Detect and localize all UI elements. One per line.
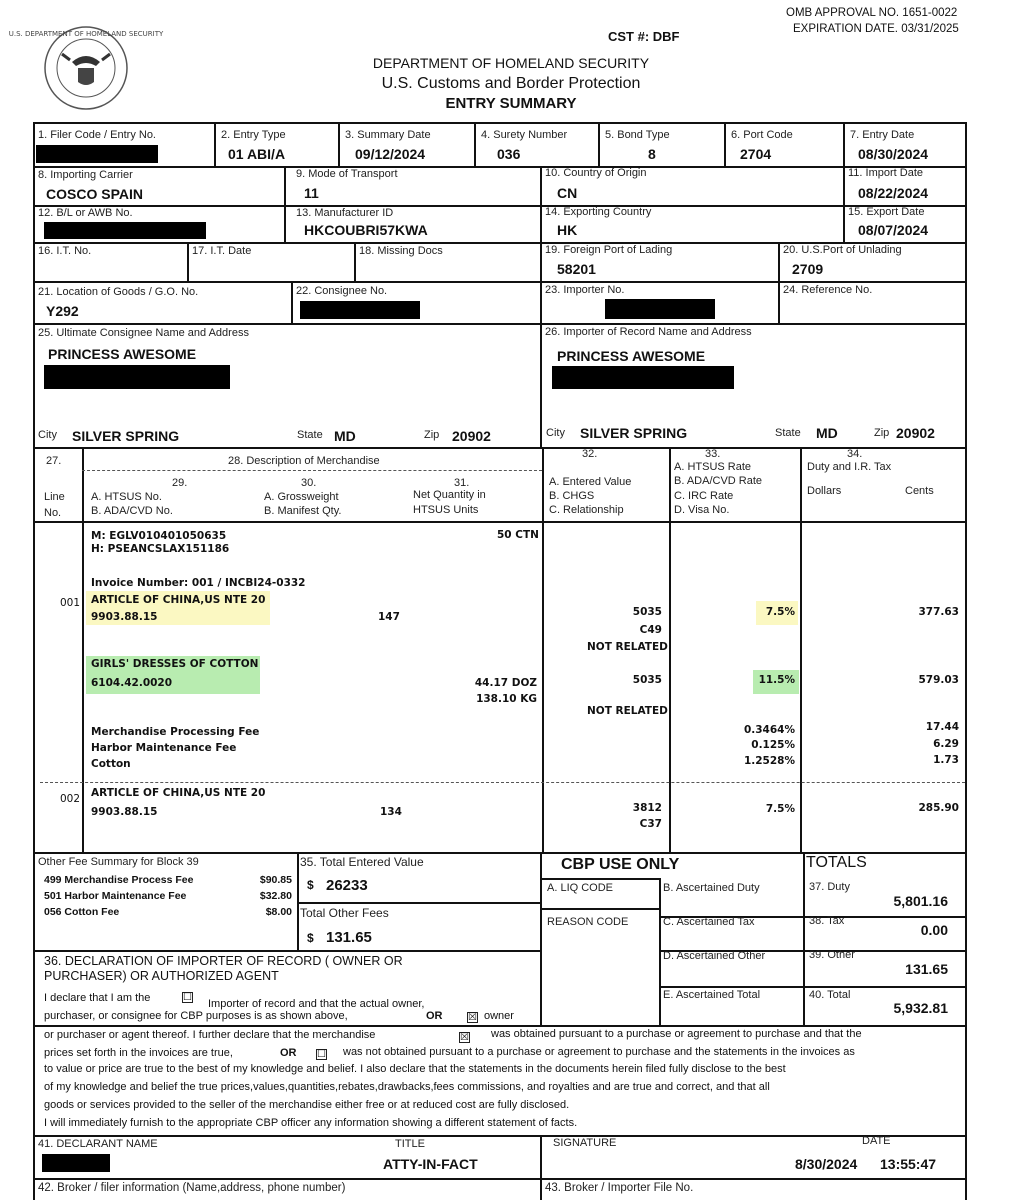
line-002-number: 002: [60, 793, 81, 805]
grand-total-label: 40. Total: [809, 989, 851, 1001]
carton-count: 50 CTN: [497, 529, 539, 541]
foreign-port-label: 19. Foreign Port of Lading: [545, 244, 673, 256]
col-29: 29.: [172, 477, 188, 489]
foreign-port-value: 58201: [557, 261, 596, 277]
declaration-line-6: of my knowledge and belief the true prices,values,quantities,rebates,drawbacks,fees commissions, and royalties and are true and correct, and that all: [44, 1081, 770, 1093]
port-code-value: 2704: [740, 146, 772, 162]
declaration-title-2: PURCHASER) OR AUTHORIZED AGENT: [44, 969, 279, 983]
fee-mpf-label: Merchandise Processing Fee: [91, 726, 260, 738]
fee-501-label: 501 Harbor Maintenance Fee: [44, 890, 187, 902]
importer-of-record-checkbox[interactable]: ☐: [183, 992, 192, 1003]
it-date-label: 17. I.T. Date: [192, 245, 252, 257]
consignee-state: MD: [334, 428, 356, 444]
importer-city-label: City: [546, 427, 565, 439]
grand-total: 5,932.81: [893, 1000, 948, 1016]
declaration-owner: owner: [484, 1010, 514, 1022]
reason-code-label: REASON CODE: [547, 916, 629, 928]
consignee-state-label: State: [297, 429, 323, 441]
col-33d: D. Visa No.: [674, 504, 730, 516]
fee-hmf-amount: 6.29: [933, 738, 959, 750]
fee-499-label: 499 Merchandise Process Fee: [44, 874, 194, 886]
surety-number-value: 036: [497, 146, 521, 162]
entry-type-label: 2. Entry Type: [221, 129, 286, 141]
redacted-consignee-address: [44, 365, 230, 389]
importer-state-label: State: [775, 427, 801, 439]
entry-date-value: 08/30/2024: [858, 146, 929, 162]
redacted-consignee-number: [300, 301, 420, 319]
importer-record-name: PRINCESS AWESOME: [557, 348, 706, 364]
import-date-value: 08/22/2024: [858, 185, 929, 201]
col-29a: A. HTSUS No.: [91, 491, 162, 503]
line-001-qty-doz: 44.17 DOZ: [474, 677, 537, 689]
redacted-entry-number: [36, 145, 158, 163]
col-32b: B. CHGS: [549, 490, 595, 502]
duty-total: 5,801.16: [893, 893, 948, 909]
declaration-line-1a: I declare that I am the: [44, 992, 151, 1004]
entry-type-value: 01 ABI/A: [228, 146, 286, 162]
col-32: 32.: [582, 448, 598, 460]
tax-label: 38. Tax: [809, 915, 845, 927]
col-line-no: No.: [44, 507, 62, 519]
consignee-no-label: 22. Consignee No.: [296, 285, 388, 297]
line-002-chgs: C37: [639, 818, 662, 830]
invoice-number: Invoice Number: 001 / INCBI24-0332: [91, 577, 306, 589]
owner-checkbox[interactable]: ☒: [468, 1012, 477, 1023]
cbp-use-only: CBP USE ONLY: [561, 856, 680, 873]
declarant-title: ATTY-IN-FACT: [383, 1156, 478, 1172]
fee-mpf-rate: 0.3464%: [743, 724, 795, 736]
col-34-title: Duty and I.R. Tax: [807, 461, 892, 473]
col-32c: C. Relationship: [549, 504, 624, 516]
declaration-line-4b: was not obtained pursuant to a purchase or agreement to purchase and the statements in the invoices as: [343, 1046, 855, 1058]
cst-number: CST #: DBF: [608, 29, 680, 44]
tax-total: 0.00: [920, 922, 948, 938]
consignee-city-label: City: [38, 429, 57, 441]
line-002-duty: 285.90: [918, 802, 959, 814]
line-002-desc: ARTICLE OF CHINA,US NTE 20: [91, 787, 266, 799]
importer-record-label: 26. Importer of Record Name and Address: [545, 326, 752, 338]
bond-type-value: 8: [648, 146, 656, 162]
declaration-or-1: OR: [426, 1010, 443, 1022]
declaration-line-4a: prices set forth in the invoices are true,: [44, 1047, 233, 1059]
col-33: 33.: [705, 448, 721, 460]
declaration-line-5: to value or price are true to the best of my knowledge and belief. I also declare that the statements in the documents herein filed fully disclose to the best: [44, 1063, 786, 1075]
declaration-time: 13:55:47: [880, 1156, 937, 1172]
line-001-duty-1: 377.63: [918, 606, 959, 618]
col-cents: Cents: [905, 485, 934, 497]
other-total: 131.65: [905, 961, 948, 977]
declaration-line-2a: purchaser, or consignee for CBP purposes is as shown above,: [44, 1010, 348, 1022]
not-purchase-checkbox[interactable]: ☐: [317, 1049, 326, 1060]
importer-zip: 20902: [896, 425, 935, 441]
declaration-line-3a: or purchaser or agent thereof. I further declare that the merchandise: [44, 1029, 376, 1041]
redacted-declarant-name: [42, 1154, 110, 1172]
fee-499-amount: $90.85: [259, 874, 292, 886]
line-001-hts-1: 9903.88.15: [91, 611, 158, 623]
import-date-label: 11. Import Date: [848, 167, 923, 179]
duty-label: 37. Duty: [809, 881, 850, 893]
us-port-label: 20. U.S.Port of Unlading: [783, 244, 902, 256]
consignee-city: SILVER SPRING: [72, 428, 180, 444]
line-001-number: 001: [60, 597, 81, 609]
col-33b: B. ADA/CVD Rate: [674, 475, 763, 487]
line-001-value-1: 5035: [632, 606, 662, 618]
col-29b: B. ADA/CVD No.: [91, 505, 173, 517]
house-bill: H: PSEANCSLAX151186: [91, 543, 230, 555]
col-31b: HTSUS Units: [413, 504, 479, 516]
broker-info-label: 42. Broker / filer information (Name,address, phone number): [38, 1182, 346, 1194]
col-32a: A. Entered Value: [549, 476, 632, 488]
importing-carrier-value: COSCO SPAIN: [46, 186, 143, 202]
location-goods-label: 21. Location of Goods / G.O. No.: [38, 286, 199, 298]
col-dollars: Dollars: [807, 485, 842, 497]
total-entered-label: 35. Total Entered Value: [300, 855, 424, 869]
fee-cotton-label: Cotton: [91, 758, 131, 770]
total-entered-currency: $: [307, 878, 314, 892]
importer-state: MD: [816, 425, 838, 441]
export-date-value: 08/07/2024: [858, 222, 929, 238]
col-30a: A. Grossweight: [264, 491, 339, 503]
country-origin-label: 10. Country of Origin: [545, 167, 647, 179]
ascertained-tax-label: C. Ascertained Tax: [663, 916, 755, 928]
line-001-desc-2: GIRLS' DRESSES OF COTTON: [91, 658, 259, 670]
importing-carrier-label: 8. Importing Carrier: [38, 169, 133, 181]
signature-label: SIGNATURE: [553, 1137, 617, 1149]
export-date-label: 15. Export Date: [848, 206, 925, 218]
col-30b: B. Manifest Qty.: [264, 505, 342, 517]
importer-city: SILVER SPRING: [580, 425, 688, 441]
totals-title: TOTALS: [806, 854, 867, 871]
mode-transport-label: 9. Mode of Transport: [296, 168, 398, 180]
exporting-country-value: HK: [557, 222, 578, 238]
declaration-line-8: I will immediately furnish to the appropriate CBP officer any information showing a different statement of facts.: [44, 1117, 578, 1129]
col-27: 27.: [46, 455, 62, 467]
omb-approval: OMB APPROVAL NO. 1651-0022: [786, 7, 958, 19]
line-001-hts-2: 6104.42.0020: [91, 677, 173, 689]
ascertained-other-label: D. Ascertained Other: [663, 950, 766, 962]
total-other-fees-value: 131.65: [326, 929, 372, 946]
it-no-label: 16. I.T. No.: [38, 245, 92, 257]
declarant-name-label: 41. DECLARANT NAME: [38, 1138, 158, 1150]
filer-code-label: 1. Filer Code / Entry No.: [38, 129, 156, 141]
importer-no-label: 23. Importer No.: [545, 284, 625, 296]
master-bill: M: EGLV010401050635: [91, 530, 227, 542]
other-label: 39. Other: [809, 949, 855, 961]
date-label: DATE: [862, 1135, 891, 1147]
line-002-manifest: 134: [380, 806, 402, 818]
total-other-fees-label: Total Other Fees: [300, 906, 389, 920]
col-34: 34.: [847, 448, 863, 460]
ascertained-duty-label: B. Ascertained Duty: [663, 882, 760, 894]
line-001-manifest: 147: [378, 611, 400, 623]
location-goods-value: Y292: [46, 303, 79, 319]
liq-code-label: A. LIQ CODE: [547, 882, 614, 894]
surety-number-label: 4. Surety Number: [481, 129, 568, 141]
line-001-value-2: 5035: [632, 674, 662, 686]
expiration-date: EXPIRATION DATE. 03/31/2025: [793, 23, 959, 35]
agency-title: U.S. Customs and Border Protection: [381, 75, 641, 92]
exporting-country-label: 14. Exporting Country: [545, 206, 652, 218]
manufacturer-id-value: HKCOUBRI57KWA: [304, 222, 428, 238]
bl-awb-label: 12. B/L or AWB No.: [38, 207, 133, 219]
line-001-rate-2: 11.5%: [758, 674, 795, 686]
line-002-hts: 9903.88.15: [91, 806, 158, 818]
manufacturer-id-label: 13. Manufacturer ID: [296, 207, 394, 219]
fee-cotton-amount: 1.73: [933, 754, 959, 766]
redacted-bl-number: [44, 222, 206, 239]
fee-056-label: 056 Cotton Fee: [44, 906, 120, 918]
consignee-zip-label: Zip: [424, 429, 440, 441]
entry-date-label: 7. Entry Date: [850, 129, 915, 141]
declaration-line-1b: Importer of record and that the actual owner,: [208, 998, 425, 1010]
bond-type-label: 5. Bond Type: [605, 129, 670, 141]
ascertained-total-label: E. Ascertained Total: [663, 989, 761, 1001]
fee-501-amount: $32.80: [259, 890, 292, 902]
title-label: TITLE: [395, 1138, 425, 1150]
declaration-line-3b: was obtained pursuant to a purchase or agreement to purchase and that the: [491, 1028, 862, 1040]
line-001-rate-1: 7.5%: [765, 606, 795, 618]
total-other-fees-currency: $: [307, 931, 314, 945]
fee-hmf-rate: 0.125%: [751, 739, 795, 751]
summary-date-value: 09/12/2024: [355, 146, 426, 162]
mode-transport-value: 11: [304, 185, 319, 201]
col-30: 30.: [301, 477, 317, 489]
fee-summary-title: Other Fee Summary for Block 39: [38, 856, 199, 868]
declaration-date: 8/30/2024: [795, 1156, 858, 1172]
col-28: 28. Description of Merchandise: [228, 455, 380, 467]
country-origin-value: CN: [557, 185, 578, 201]
col-line: Line: [44, 491, 65, 503]
line-001-rel-2: NOT RELATED: [587, 705, 668, 717]
reference-no-label: 24. Reference No.: [783, 284, 873, 296]
port-code-label: 6. Port Code: [731, 129, 793, 141]
missing-docs-label: 18. Missing Docs: [359, 245, 443, 257]
fee-mpf-amount: 17.44: [925, 721, 959, 733]
line-001-rel-1: NOT RELATED: [587, 641, 668, 653]
line-001-desc-1: ARTICLE OF CHINA,US NTE 20: [91, 594, 266, 606]
importer-zip-label: Zip: [874, 427, 890, 439]
line-001-duty-2: 579.03: [918, 674, 959, 686]
consignee-zip: 20902: [452, 428, 491, 444]
form-title: ENTRY SUMMARY: [445, 95, 577, 112]
ultimate-consignee-label: 25. Ultimate Consignee Name and Address: [38, 327, 249, 339]
col-33a: A. HTSUS Rate: [674, 461, 752, 473]
broker-file-label: 43. Broker / Importer File No.: [545, 1182, 694, 1194]
department-title: DEPARTMENT OF HOMELAND SECURITY: [372, 55, 650, 71]
line-002-value: 3812: [632, 802, 662, 814]
declaration-or-2: OR: [280, 1047, 297, 1059]
col-33c: C. IRC Rate: [674, 490, 734, 502]
total-entered-value: 26233: [326, 877, 368, 894]
redacted-importer-number: [605, 299, 715, 319]
us-port-value: 2709: [792, 261, 824, 277]
fee-hmf-label: Harbor Maintenance Fee: [91, 742, 237, 754]
redacted-importer-address: [552, 366, 734, 389]
col-31a: Net Quantity in: [413, 489, 486, 501]
svg-text:U.S. DEPARTMENT OF HOMELAND SE: U.S. DEPARTMENT OF HOMELAND SECURITY: [8, 30, 164, 38]
line-001-chgs-1: C49: [639, 624, 662, 636]
line-001-qty-kg: 138.10 KG: [476, 693, 537, 705]
declaration-line-7: goods or services provided to the seller of the merchandise either free or at reduced cost are fully disclosed.: [44, 1099, 570, 1111]
line-002-rate: 7.5%: [765, 803, 795, 815]
fee-cotton-rate: 1.2528%: [743, 755, 795, 767]
declaration-title-1: 36. DECLARATION OF IMPORTER OF RECORD ( OWNER OR: [44, 954, 403, 968]
col-31: 31.: [454, 477, 470, 489]
summary-date-label: 3. Summary Date: [345, 129, 431, 141]
fee-056-amount: $8.00: [265, 906, 292, 918]
purchase-checkbox[interactable]: ☒: [460, 1032, 469, 1043]
ultimate-consignee-name: PRINCESS AWESOME: [48, 346, 197, 362]
